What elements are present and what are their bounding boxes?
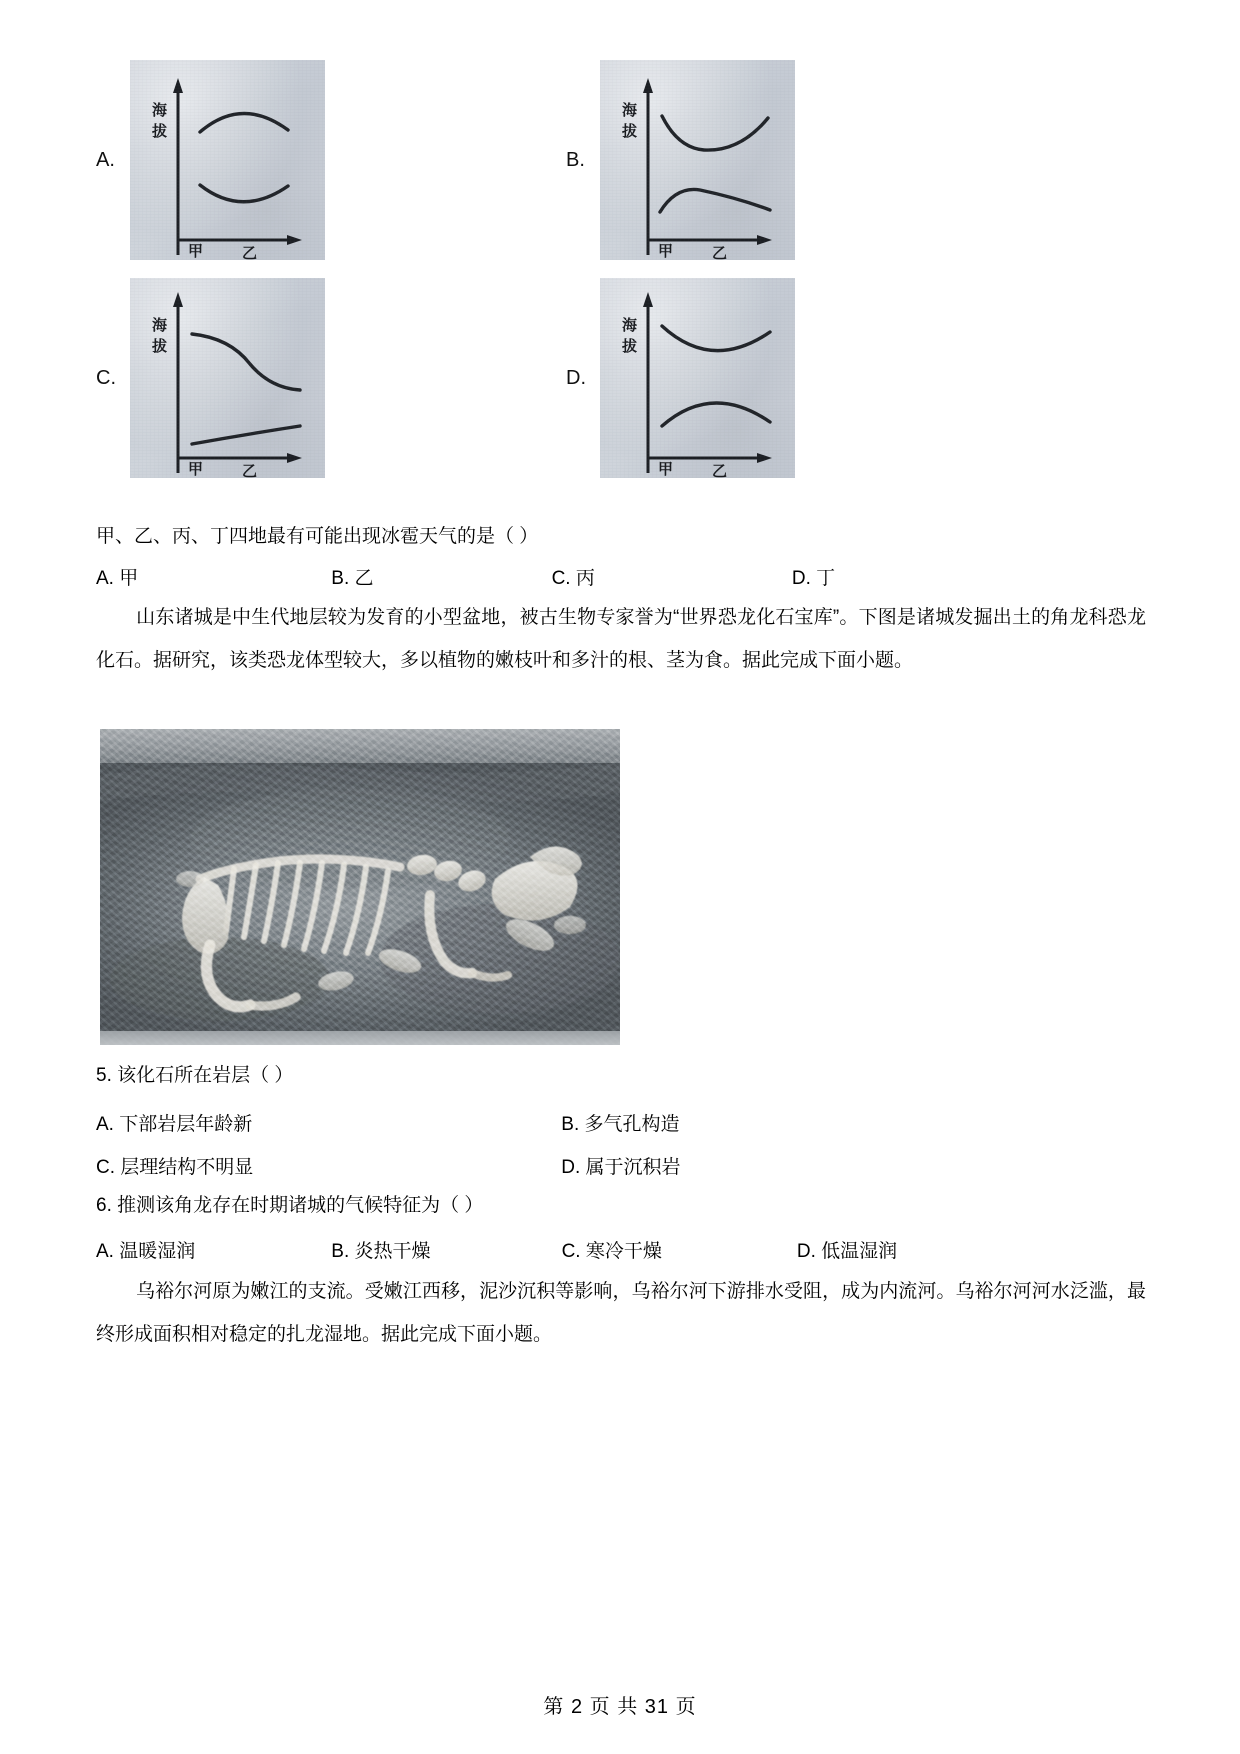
svg-text:拔: 拔: [622, 124, 638, 140]
q6-option-a[interactable]: A. 温暖湿润: [96, 1241, 196, 1262]
svg-text:甲: 甲: [188, 244, 204, 260]
choice-c-figure: [130, 278, 325, 478]
svg-text:乙: 乙: [242, 464, 258, 478]
svg-text:海: 海: [622, 318, 638, 334]
choice-d-letter: D.: [566, 366, 586, 389]
question-4-stem: 甲、乙、丙、丁四地最有可能出现冰雹天气的是（ ）: [96, 526, 539, 547]
svg-text:乙: 乙: [712, 246, 728, 260]
svg-text:乙: 乙: [242, 246, 258, 260]
question-4-options: [96, 563, 1146, 590]
svg-text:拔: 拔: [152, 339, 168, 355]
choice-d[interactable]: [566, 278, 1036, 478]
passage-zhucheng-text: 山东诸城是中生代地层较为发育的小型盆地，被古生物专家誉为“世界恐龙化石宝库”。下图是诸城发掘出土的角龙科恐龙化石。据研究，该类恐龙体型较大，多以植物的嫩枝叶和多汁的根、茎为食。据此完成下面小题。: [96, 607, 1146, 671]
choice-a-letter: A.: [96, 148, 115, 171]
choice-b-figure: [600, 60, 795, 260]
diagram-row-ab: [96, 60, 1144, 260]
choice-c-letter: C.: [96, 366, 116, 389]
fossil-photo: [100, 729, 620, 1045]
q4-option-d[interactable]: D. 丁: [791, 568, 836, 589]
q5-option-a[interactable]: A. 下部岩层年龄新: [96, 1114, 253, 1135]
question-5-options-row1: [96, 1109, 1146, 1136]
choice-b-letter: B.: [566, 148, 585, 171]
passage-zhucheng: [96, 596, 1146, 682]
q4-option-a[interactable]: A. 甲: [96, 568, 139, 589]
passage-wuyuer-text: 乌裕尔河原为嫩江的支流。受嫩江西移，泥沙沉积等影响，乌裕尔河下游排水受阻，成为内流河。乌裕尔河河水泛滥，最终形成面积相对稳定的扎龙湿地。据此完成下面小题。: [96, 1281, 1146, 1345]
passage-wuyuer: [96, 1270, 1146, 1356]
q6-option-c[interactable]: C. 寒冷干燥: [561, 1241, 662, 1262]
svg-text:拔: 拔: [152, 124, 168, 140]
q6-option-d[interactable]: D. 低温湿润: [796, 1241, 898, 1262]
choice-c[interactable]: [96, 278, 566, 478]
diagram-row-cd: [96, 278, 1144, 478]
svg-text:甲: 甲: [658, 244, 674, 260]
choice-b[interactable]: [566, 60, 1036, 260]
photo-bottom-band: [100, 1031, 620, 1045]
question-5-stem: 5. 该化石所在岩层（ ）: [96, 1065, 294, 1086]
q5-option-b[interactable]: B. 多气孔构造: [561, 1114, 680, 1135]
photo-grain-overlay: [100, 729, 620, 1045]
question-5-options-row2: [96, 1152, 1146, 1179]
svg-text:甲: 甲: [188, 462, 204, 478]
q5-option-c[interactable]: C. 层理结构不明显: [96, 1157, 254, 1178]
svg-text:乙: 乙: [712, 464, 728, 478]
svg-text:海: 海: [622, 103, 638, 119]
page-footer: 第 2 页 共 31 页: [543, 1696, 697, 1718]
choice-a[interactable]: [96, 60, 566, 260]
question-6-options: [96, 1236, 1146, 1263]
q5-option-d[interactable]: D. 属于沉积岩: [561, 1157, 681, 1178]
q4-option-c[interactable]: C. 丙: [551, 568, 595, 589]
choice-d-figure: [600, 278, 795, 478]
svg-text:拔: 拔: [622, 339, 638, 355]
q6-option-b[interactable]: B. 炎热干燥: [331, 1241, 431, 1262]
svg-text:海: 海: [152, 103, 168, 119]
question-6-stem: 6. 推测该角龙存在时期诸城的气候特征为（ ）: [96, 1195, 484, 1216]
q4-option-b[interactable]: B. 乙: [331, 568, 374, 589]
choice-diagrams: [96, 60, 1144, 496]
svg-text:海: 海: [152, 318, 168, 334]
svg-text:甲: 甲: [658, 462, 674, 478]
choice-a-figure: [130, 60, 325, 260]
